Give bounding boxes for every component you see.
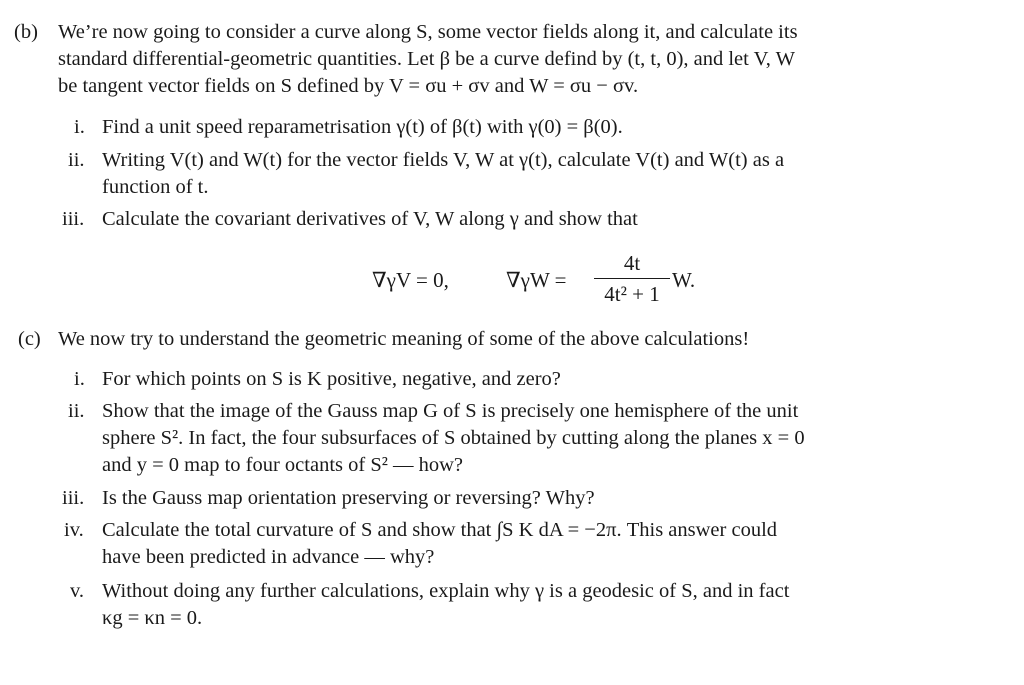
fraction-bar	[594, 278, 670, 279]
part-b-item-ii-text-1: Writing V(t) and W(t) for the vector fields V, W at γ(t), calculate V(t) and W(t) as a	[102, 149, 785, 171]
equation-right-lhs: ∇γW =	[506, 268, 567, 292]
equation-left: ∇γV = 0,	[372, 268, 449, 292]
part-b-item-iii-label: iii.	[62, 208, 85, 230]
part-c-item-ii-text-2: sphere S². In fact, the four subsurfaces of S obtained by cutting along the planes x = 0	[102, 427, 805, 449]
part-b-intro-line-3: be tangent vector fields on S defined by V = σu + σv and W = σu − σv.	[58, 75, 639, 97]
part-c-intro: We now try to understand the geometric meaning of some of the above calculations!	[58, 328, 750, 350]
fraction-numerator: 4t	[623, 251, 641, 275]
part-b-item-iii-text: Calculate the covariant derivatives of V, W along γ and show that	[102, 208, 638, 230]
part-c-item-ii-label: ii.	[68, 400, 85, 422]
part-c-item-iii-text: Is the Gauss map orientation preserving or reversing? Why?	[102, 487, 595, 509]
part-b-label: (b)	[14, 21, 38, 43]
part-c-item-i-label: i.	[74, 368, 85, 390]
equation-right-tail: W.	[672, 268, 696, 292]
equation-fraction	[594, 250, 670, 307]
part-c-item-v-text-2: κg = κn = 0.	[102, 607, 203, 629]
part-c-item-iv-text-2: have been predicted in advance — why?	[102, 546, 435, 568]
part-c-item-iv-label: iv.	[64, 519, 84, 541]
part-b-item-i-label: i.	[74, 116, 85, 138]
part-b-item-i-text: Find a unit speed reparametrisation γ(t) of β(t) with γ(0) = β(0).	[102, 116, 623, 138]
part-c-item-ii-text-3: and y = 0 map to four octants of S² — how?	[102, 454, 464, 476]
part-c-item-ii-text-1: Show that the image of the Gauss map G of S is precisely one hemisphere of the unit	[102, 400, 799, 422]
part-b-item-ii-text-2: function of t.	[102, 176, 209, 198]
covariant-derivative-equation	[372, 250, 732, 310]
fraction-denominator: 4t² + 1	[604, 282, 660, 307]
part-b-intro-line-2: standard differential-geometric quantities. Let β be a curve defind by (t, t, 0), and let V, W	[58, 48, 795, 70]
part-c-item-v-text-1: Without doing any further calculations, explain why γ is a geodesic of S, and in fact	[102, 580, 790, 602]
part-c-item-iii-label: iii.	[62, 487, 85, 509]
part-b-item-ii-label: ii.	[68, 149, 85, 171]
part-c-label: (c)	[18, 328, 41, 350]
part-c-item-iv-text-1: Calculate the total curvature of S and show that ∫S K dA = −2π. This answer could	[102, 519, 778, 541]
part-b-intro-line-1: We’re now going to consider a curve along S, some vector fields along it, and calculate its	[58, 21, 798, 43]
part-c-item-v-label: v.	[70, 580, 85, 602]
part-c-item-i-text: For which points on S is K positive, negative, and zero?	[102, 368, 561, 390]
